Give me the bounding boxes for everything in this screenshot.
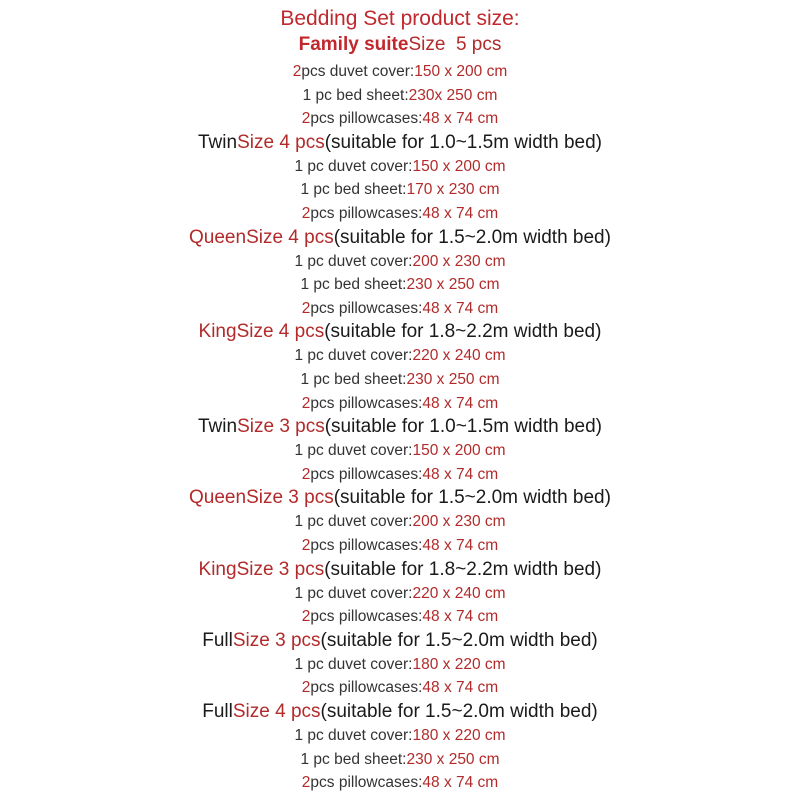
- item-label: 1 pc bed sheet:: [300, 750, 407, 768]
- item-quantity: 2: [301, 774, 311, 792]
- item-label: 1 pc duvet cover:: [294, 584, 413, 602]
- item-label: pcs pillowcases:: [310, 299, 423, 317]
- item-label: pcs pillowcases:: [310, 537, 423, 554]
- spec-item: [0, 299, 800, 319]
- spec-item: [0, 441, 800, 461]
- size-heading: [0, 320, 800, 344]
- size-count: Size 4 pcs: [232, 701, 321, 722]
- size-name: Queen: [189, 487, 247, 509]
- spec-item: [0, 180, 800, 200]
- spec-item: [0, 275, 800, 295]
- item-quantity: 2: [301, 465, 311, 483]
- size-heading: [0, 700, 800, 724]
- spec-item: [0, 252, 800, 272]
- spec-item: [0, 678, 800, 698]
- item-dimensions: 48 x 74 cm: [422, 465, 499, 483]
- item-label: 1 pc bed sheet:: [300, 181, 407, 199]
- item-dimensions: 150 x 200 cm: [412, 157, 506, 175]
- size-count: Size 4 pcs: [236, 321, 325, 343]
- item-label: 1 pc bed sheet:: [300, 371, 407, 388]
- item-dimensions: 48 x 74 cm: [422, 394, 499, 412]
- item-dimensions: 48 x 74 cm: [422, 537, 499, 554]
- size-count: Size 3 pcs: [237, 416, 325, 438]
- item-dimensions: 48 x 74 cm: [422, 679, 499, 697]
- item-dimensions: 150 x 200 cm: [412, 442, 506, 460]
- item-dimensions: 48 x 74 cm: [422, 774, 499, 792]
- item-label: 1 pc duvet cover:: [294, 347, 413, 365]
- item-label: 1 pc duvet cover:: [294, 157, 413, 175]
- size-suitable: (suitable for 1.5~2.0m width bed): [320, 701, 598, 722]
- size-count: Size 3 pcs: [232, 629, 321, 651]
- item-quantity: 2: [301, 537, 311, 554]
- spec-item: [0, 750, 800, 770]
- item-label: 1 pc duvet cover:: [294, 727, 413, 744]
- item-quantity: 2: [301, 679, 311, 697]
- item-dimensions: 48 x 74 cm: [422, 205, 499, 222]
- item-label: 1 pc duvet cover:: [294, 655, 413, 673]
- size-count: Size 3 pcs: [246, 487, 334, 509]
- item-label: 1 pc bed sheet:: [300, 276, 407, 294]
- size-name: King: [198, 321, 237, 343]
- spec-item: [0, 62, 800, 82]
- spec-item: [0, 655, 800, 675]
- size-name: Twin: [198, 416, 238, 438]
- item-dimensions: 230 x 250 cm: [406, 371, 500, 388]
- spec-item: [0, 465, 800, 485]
- spec-item: [0, 536, 800, 556]
- item-label: pcs pillowcases:: [310, 465, 423, 483]
- size-name: King: [198, 558, 237, 580]
- item-label: pcs pillowcases:: [310, 205, 423, 222]
- family-suite-heading: [0, 33, 800, 57]
- size-heading: [0, 415, 800, 439]
- spec-item: [0, 394, 800, 414]
- family-suite-size: Size: [408, 34, 446, 55]
- item-quantity: 2: [301, 205, 311, 222]
- item-label: pcs pillowcases:: [310, 110, 423, 128]
- spec-item: [0, 512, 800, 532]
- size-count: Size 4 pcs: [246, 226, 334, 248]
- size-suitable: (suitable for 1.5~2.0m width bed): [333, 487, 611, 509]
- item-quantity: 2: [301, 608, 311, 626]
- item-label: pcs pillowcases:: [310, 774, 423, 792]
- size-count: Size 3 pcs: [236, 558, 325, 580]
- size-heading: [0, 226, 800, 250]
- item-dimensions: 150 x 200 cm: [414, 63, 508, 80]
- size-name: Queen: [189, 226, 247, 248]
- spec-item: [0, 346, 800, 366]
- item-label: pcs pillowcases:: [310, 679, 423, 697]
- spec-item: [0, 726, 800, 746]
- size-heading: [0, 486, 800, 510]
- size-heading: [0, 629, 800, 653]
- item-dimensions: 48 x 74 cm: [422, 299, 499, 317]
- spec-item: [0, 157, 800, 177]
- item-dimensions: 220 x 240 cm: [412, 347, 506, 365]
- item-dimensions: 230x 250 cm: [408, 86, 498, 104]
- family-suite-name: Family suite: [298, 34, 409, 55]
- size-name: Full: [202, 701, 233, 722]
- spec-item: [0, 607, 800, 627]
- spec-item: [0, 109, 800, 129]
- spec-item: [0, 370, 800, 390]
- item-label: 1 pc duvet cover:: [294, 252, 413, 270]
- size-suitable: (suitable for 1.8~2.2m width bed): [324, 321, 602, 343]
- item-label: 1 pc bed sheet:: [302, 86, 409, 104]
- item-dimensions: 230 x 250 cm: [406, 750, 500, 768]
- item-label: pcs pillowcases:: [310, 394, 423, 412]
- size-heading: [0, 558, 800, 582]
- item-quantity: 2: [301, 299, 311, 317]
- item-label: pcs pillowcases:: [310, 608, 423, 626]
- item-dimensions: 230 x 250 cm: [406, 276, 500, 294]
- family-suite-count: 5 pcs: [445, 34, 502, 55]
- item-dimensions: 180 x 220 cm: [412, 655, 506, 673]
- item-dimensions: 200 x 230 cm: [412, 513, 506, 531]
- page-title: Bedding Set product size:: [280, 7, 520, 30]
- size-heading: [0, 131, 800, 155]
- spec-item: [0, 86, 800, 106]
- size-name: Full: [202, 629, 233, 651]
- size-suitable: (suitable for 1.5~2.0m width bed): [333, 226, 611, 248]
- item-label: pcs duvet cover:: [301, 63, 415, 80]
- spec-item: [0, 204, 800, 224]
- item-dimensions: 220 x 240 cm: [412, 584, 506, 602]
- item-dimensions: 180 x 220 cm: [412, 727, 506, 744]
- item-dimensions: 200 x 230 cm: [412, 252, 506, 270]
- spec-item: [0, 584, 800, 604]
- item-quantity: 2: [292, 63, 302, 80]
- size-name: Twin: [198, 131, 238, 153]
- size-suitable: (suitable for 1.8~2.2m width bed): [324, 558, 602, 580]
- size-suitable: (suitable for 1.0~1.5m width bed): [324, 416, 602, 438]
- item-label: 1 pc duvet cover:: [294, 442, 413, 460]
- item-quantity: 2: [301, 394, 311, 412]
- item-label: 1 pc duvet cover:: [294, 513, 413, 531]
- item-dimensions: 48 x 74 cm: [422, 608, 499, 626]
- size-suitable: (suitable for 1.0~1.5m width bed): [324, 131, 602, 153]
- item-quantity: 2: [301, 110, 311, 128]
- size-suitable: (suitable for 1.5~2.0m width bed): [320, 629, 598, 651]
- item-dimensions: 48 x 74 cm: [422, 110, 499, 128]
- spec-item: [0, 773, 800, 793]
- item-dimensions: 170 x 230 cm: [406, 181, 500, 199]
- size-count: Size 4 pcs: [237, 131, 325, 153]
